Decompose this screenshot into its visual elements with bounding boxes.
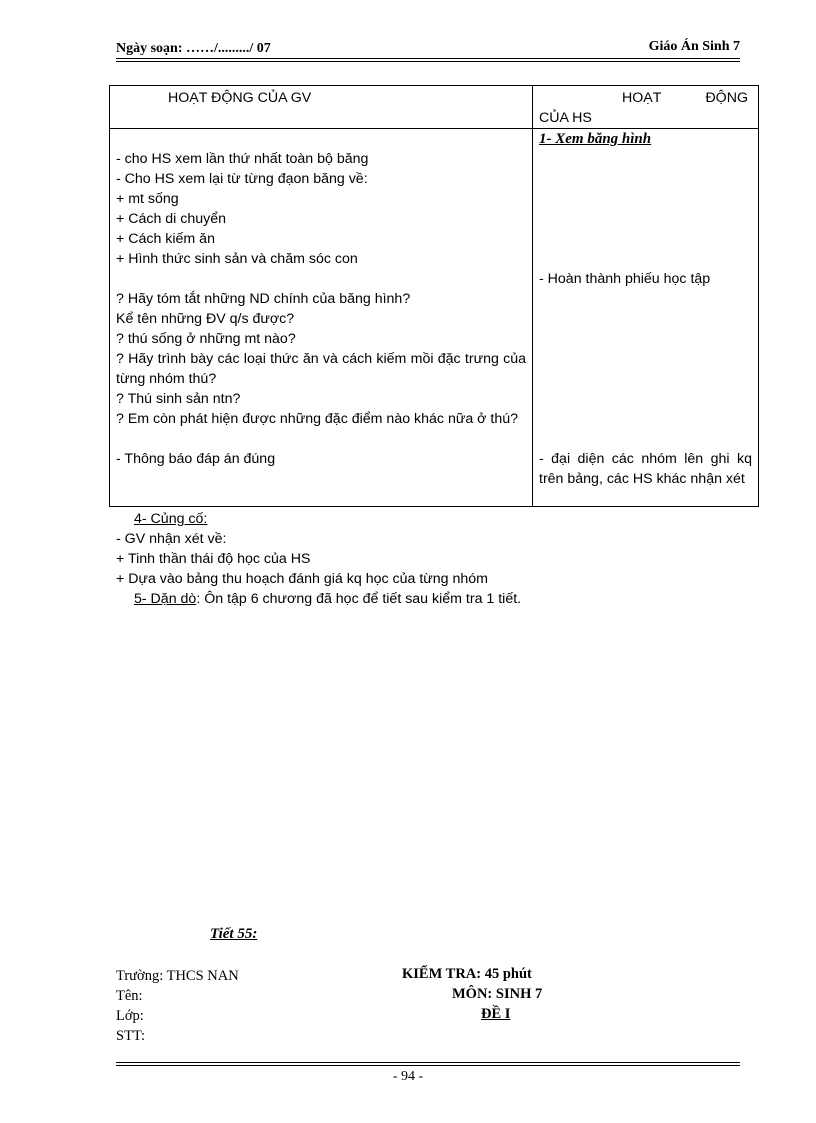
footer-rule-2 (116, 1065, 740, 1066)
gv-line: ? Thú sinh sản ntn? (116, 391, 241, 407)
gv-line: ? Em còn phát hiện được những đặc điểm nào khác nữa ở thú? (116, 411, 519, 427)
name-field: Tên: (116, 988, 143, 1004)
table-header-row (110, 86, 759, 129)
gv-line: - cho HS xem lần thứ nhất toàn bộ băng (116, 151, 369, 167)
page-number: - 94 - (392, 1069, 424, 1084)
exam-version: ĐỀ I (481, 1006, 511, 1022)
number-field: STT: (116, 1028, 146, 1044)
lesson-number: Tiết 55: (210, 926, 258, 942)
homework-label: 5- Dặn dò (134, 591, 197, 607)
consolidation-line: + Tinh thần thái độ học của HS (116, 551, 311, 567)
hs-line: - Hoàn thành phiếu học tập (539, 271, 711, 287)
footer-rule (116, 1062, 740, 1063)
consolidation-line: + Dựa vào bảng thu hoạch đánh giá kq học của từng nhóm (116, 571, 488, 587)
gv-line: - Thông báo đáp án đúng (116, 451, 276, 467)
header-rule (116, 58, 740, 59)
student-header-word-2: ĐỘNG (705, 90, 748, 106)
gv-line: + Hình thức sinh sản và chăm sóc con (116, 251, 358, 267)
subject: MÔN: SINH 7 (452, 986, 543, 1002)
consolidation-title: 4- Củng cố: (134, 511, 208, 527)
student-activity-cell (533, 129, 759, 507)
section-title: 1- Xem băng hình (539, 131, 652, 147)
gv-line: + Cách di chuyển (116, 211, 227, 227)
exam-title: KIỂM TRA: 45 phút (402, 966, 532, 982)
teacher-activity-cell (110, 129, 533, 507)
student-header-line-2: CỦA HS (539, 110, 592, 126)
header-rule-2 (116, 61, 740, 62)
consolidation-section (116, 509, 521, 609)
gv-line: ? Hãy tóm tắt những ND chính của băng hình? (116, 291, 411, 307)
gv-line: Kể tên những ĐV q/s được? (116, 311, 295, 327)
teacher-activity-header: HOẠT ĐỘNG CỦA GV (110, 86, 533, 129)
document-title: Giáo Án Sinh 7 (648, 39, 740, 54)
student-activity-header (533, 86, 759, 129)
class-field: Lớp: (116, 1008, 144, 1024)
gv-line: - Cho HS xem lại từ từng đạon băng về: (116, 171, 368, 187)
gv-line: + mt sống (116, 191, 179, 207)
student-header-word-1: HOẠT (622, 90, 662, 106)
school-field: Trường: THCS NAN (116, 968, 239, 984)
gv-line: ? thú sống ở những mt nào? (116, 331, 296, 347)
gv-line: + Cách kiếm ăn (116, 231, 215, 247)
table-body-row (110, 129, 759, 507)
hs-line: - đại diện các nhóm lên ghi kq trên bảng, các HS khác nhận xét (539, 451, 752, 487)
homework-text: : Ôn tập 6 chương đã học để tiết sau kiểm tra 1 tiết. (196, 591, 522, 607)
date-prepared: Ngày soạn: ……/........./ 07 (116, 41, 271, 56)
gv-line: ? Hãy trình bày các loại thức ăn và cách kiếm mồi đặc trưng của từng nhóm thú? (116, 351, 526, 387)
lesson-table (109, 85, 759, 507)
student-info (116, 966, 239, 1046)
consolidation-line: - GV nhận xét về: (116, 531, 227, 547)
